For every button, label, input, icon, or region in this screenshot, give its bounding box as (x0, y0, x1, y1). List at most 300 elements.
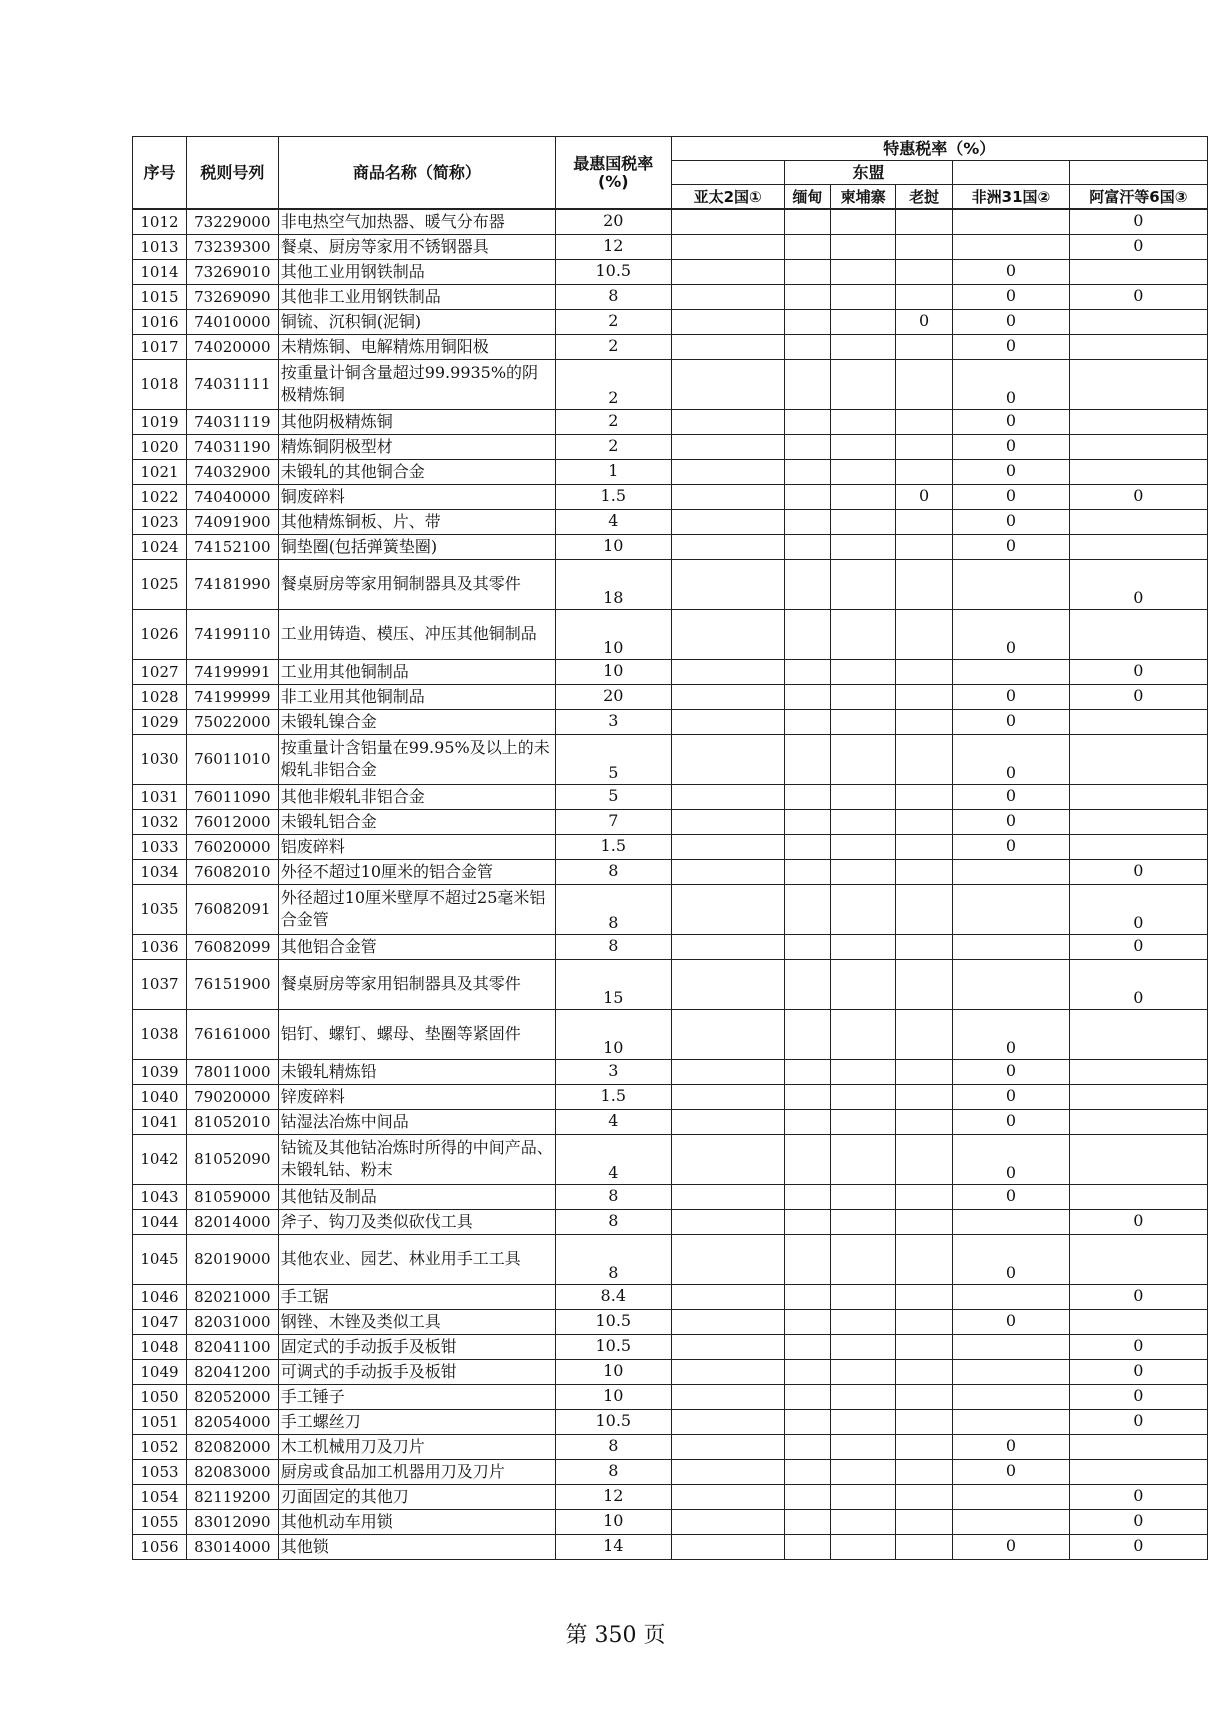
cell-code: 74031190 (186, 434, 278, 459)
cell-myanmar-rate (784, 784, 830, 809)
cell-myanmar-rate (784, 259, 830, 284)
cell-apta-rate (671, 559, 784, 609)
cell-laos-rate (895, 1459, 952, 1484)
cell-mfn-rate: 4 (556, 1109, 671, 1134)
cell-afghanistan-rate: 0 (1069, 1409, 1207, 1434)
cell-africa-rate (953, 1509, 1070, 1534)
cell-afghanistan-rate: 0 (1069, 484, 1207, 509)
cell-code: 82119200 (186, 1484, 278, 1509)
cell-cambodia-rate (831, 1484, 896, 1509)
cell-laos-rate (895, 734, 952, 784)
cell-name: 铜锍、沉积铜(泥铜) (278, 309, 555, 334)
cell-myanmar-rate (784, 1459, 830, 1484)
cell-apta-rate (671, 209, 784, 234)
cell-seq: 1032 (133, 809, 187, 834)
cell-code: 74199999 (186, 684, 278, 709)
cell-name: 刃面固定的其他刀 (278, 1484, 555, 1509)
cell-mfn-rate: 8 (556, 884, 671, 934)
header-code: 税则号列 (186, 137, 278, 210)
cell-laos-rate (895, 1059, 952, 1084)
cell-africa-rate: 0 (953, 734, 1070, 784)
cell-code: 74032900 (186, 459, 278, 484)
cell-seq: 1020 (133, 434, 187, 459)
cell-apta-rate (671, 534, 784, 559)
cell-apta-rate (671, 1409, 784, 1434)
cell-cambodia-rate (831, 1434, 896, 1459)
table-row (133, 1184, 1208, 1209)
cell-myanmar-rate (784, 309, 830, 334)
cell-africa-rate (953, 959, 1070, 1009)
table-row (133, 1409, 1208, 1434)
cell-africa-rate: 0 (953, 259, 1070, 284)
cell-code: 74031111 (186, 359, 278, 409)
table-row (133, 659, 1208, 684)
cell-code: 76151900 (186, 959, 278, 1009)
cell-afghanistan-rate: 0 (1069, 1484, 1207, 1509)
cell-seq: 1031 (133, 784, 187, 809)
cell-africa-rate: 0 (953, 1134, 1070, 1184)
cell-mfn-rate: 8 (556, 1434, 671, 1459)
cell-code: 76011010 (186, 734, 278, 784)
cell-myanmar-rate (784, 859, 830, 884)
cell-laos-rate (895, 534, 952, 559)
cell-name: 非工业用其他铜制品 (278, 684, 555, 709)
cell-mfn-rate: 10 (556, 1359, 671, 1384)
cell-africa-rate: 0 (953, 784, 1070, 809)
cell-laos-rate (895, 284, 952, 309)
cell-africa-rate (953, 559, 1070, 609)
cell-afghanistan-rate: 0 (1069, 859, 1207, 884)
cell-cambodia-rate (831, 234, 896, 259)
cell-name: 餐桌厨房等家用铝制器具及其零件 (278, 959, 555, 1009)
table-row (133, 359, 1208, 409)
header-apta: 亚太2国① (671, 185, 784, 210)
cell-afghanistan-rate (1069, 534, 1207, 559)
cell-cambodia-rate (831, 1534, 896, 1559)
table-row (133, 1109, 1208, 1134)
cell-code: 76082099 (186, 934, 278, 959)
cell-name: 外径不超过10厘米的铝合金管 (278, 859, 555, 884)
cell-cambodia-rate (831, 884, 896, 934)
table-row (133, 609, 1208, 659)
cell-afghanistan-rate: 0 (1069, 1359, 1207, 1384)
cell-code: 82054000 (186, 1409, 278, 1434)
cell-laos-rate (895, 1334, 952, 1359)
cell-code: 73239300 (186, 234, 278, 259)
cell-apta-rate (671, 734, 784, 784)
cell-africa-rate (953, 1409, 1070, 1434)
cell-code: 82083000 (186, 1459, 278, 1484)
cell-laos-rate (895, 1284, 952, 1309)
cell-code: 82082000 (186, 1434, 278, 1459)
cell-apta-rate (671, 1134, 784, 1184)
cell-mfn-rate: 5 (556, 784, 671, 809)
cell-myanmar-rate (784, 1084, 830, 1109)
cell-cambodia-rate (831, 559, 896, 609)
cell-mfn-rate: 10 (556, 659, 671, 684)
cell-africa-rate: 0 (953, 1459, 1070, 1484)
cell-mfn-rate: 8 (556, 1459, 671, 1484)
header-myanmar: 缅甸 (784, 185, 830, 210)
cell-apta-rate (671, 484, 784, 509)
cell-myanmar-rate (784, 809, 830, 834)
cell-apta-rate (671, 934, 784, 959)
cell-africa-rate (953, 934, 1070, 959)
cell-mfn-rate: 2 (556, 309, 671, 334)
header-apta-blank (671, 161, 784, 185)
cell-myanmar-rate (784, 284, 830, 309)
cell-code: 82041100 (186, 1334, 278, 1359)
cell-cambodia-rate (831, 1234, 896, 1284)
cell-code: 74181990 (186, 559, 278, 609)
cell-apta-rate (671, 1109, 784, 1134)
cell-laos-rate (895, 559, 952, 609)
cell-africa-rate: 0 (953, 1234, 1070, 1284)
table-row (133, 709, 1208, 734)
cell-name: 钴湿法冶炼中间品 (278, 1109, 555, 1134)
cell-africa-rate: 0 (953, 509, 1070, 534)
cell-name: 其他精炼铜板、片、带 (278, 509, 555, 534)
cell-laos-rate (895, 434, 952, 459)
cell-apta-rate (671, 659, 784, 684)
cell-seq: 1015 (133, 284, 187, 309)
cell-name: 按重量计铜含量超过99.9935%的阴极精炼铜 (278, 359, 555, 409)
cell-afghanistan-rate (1069, 609, 1207, 659)
cell-seq: 1046 (133, 1284, 187, 1309)
cell-cambodia-rate (831, 534, 896, 559)
cell-africa-rate: 0 (953, 1434, 1070, 1459)
cell-laos-rate (895, 1384, 952, 1409)
table-row (133, 684, 1208, 709)
cell-code: 81052010 (186, 1109, 278, 1134)
cell-myanmar-rate (784, 1209, 830, 1234)
cell-seq: 1040 (133, 1084, 187, 1109)
cell-myanmar-rate (784, 1509, 830, 1534)
cell-myanmar-rate (784, 484, 830, 509)
cell-myanmar-rate (784, 1534, 830, 1559)
cell-apta-rate (671, 1209, 784, 1234)
cell-apta-rate (671, 684, 784, 709)
cell-seq: 1035 (133, 884, 187, 934)
cell-seq: 1021 (133, 459, 187, 484)
header-africa: 非洲31国② (953, 185, 1070, 210)
cell-code: 74152100 (186, 534, 278, 559)
cell-mfn-rate: 4 (556, 509, 671, 534)
cell-cambodia-rate (831, 1409, 896, 1434)
cell-myanmar-rate (784, 209, 830, 234)
cell-mfn-rate: 8 (556, 1234, 671, 1284)
cell-mfn-rate: 1.5 (556, 1084, 671, 1109)
cell-africa-rate: 0 (953, 459, 1070, 484)
cell-apta-rate (671, 959, 784, 1009)
table-row (133, 959, 1208, 1009)
cell-afghanistan-rate (1069, 434, 1207, 459)
cell-name: 铜垫圈(包括弹簧垫圈) (278, 534, 555, 559)
cell-name: 餐桌、厨房等家用不锈钢器具 (278, 234, 555, 259)
cell-afghanistan-rate: 0 (1069, 234, 1207, 259)
cell-laos-rate (895, 659, 952, 684)
cell-cambodia-rate (831, 809, 896, 834)
cell-cambodia-rate (831, 609, 896, 659)
table-row (133, 1384, 1208, 1409)
cell-apta-rate (671, 1184, 784, 1209)
cell-mfn-rate: 20 (556, 209, 671, 234)
cell-seq: 1034 (133, 859, 187, 884)
cell-seq: 1050 (133, 1384, 187, 1409)
cell-africa-rate: 0 (953, 1059, 1070, 1084)
cell-laos-rate (895, 1534, 952, 1559)
table-row (133, 434, 1208, 459)
cell-myanmar-rate (784, 934, 830, 959)
cell-name: 可调式的手动扳手及板钳 (278, 1359, 555, 1384)
cell-apta-rate (671, 1009, 784, 1059)
cell-cambodia-rate (831, 1309, 896, 1334)
cell-code: 81052090 (186, 1134, 278, 1184)
cell-africa-rate: 0 (953, 1184, 1070, 1209)
cell-afghanistan-rate (1069, 359, 1207, 409)
table-row (133, 1084, 1208, 1109)
cell-name: 非电热空气加热器、暖气分布器 (278, 209, 555, 234)
cell-laos-rate (895, 859, 952, 884)
header-seq: 序号 (133, 137, 187, 210)
cell-laos-rate: 0 (895, 309, 952, 334)
cell-seq: 1026 (133, 609, 187, 659)
cell-laos-rate (895, 884, 952, 934)
table-row (133, 509, 1208, 534)
cell-mfn-rate: 10 (556, 534, 671, 559)
cell-mfn-rate: 10 (556, 1509, 671, 1534)
cell-myanmar-rate (784, 1409, 830, 1434)
cell-laos-rate (895, 259, 952, 284)
table-row (133, 234, 1208, 259)
cell-mfn-rate: 8 (556, 859, 671, 884)
cell-apta-rate (671, 1509, 784, 1534)
table-row (133, 1359, 1208, 1384)
cell-africa-rate: 0 (953, 1534, 1070, 1559)
cell-name: 其他机动车用锁 (278, 1509, 555, 1534)
cell-name: 按重量计含铝量在99.95%及以上的未煅轧非铝合金 (278, 734, 555, 784)
cell-code: 75022000 (186, 709, 278, 734)
cell-name: 未精炼铜、电解精炼用铜阳极 (278, 334, 555, 359)
cell-seq: 1033 (133, 834, 187, 859)
cell-cambodia-rate (831, 1509, 896, 1534)
table-row (133, 934, 1208, 959)
cell-seq: 1014 (133, 259, 187, 284)
cell-laos-rate (895, 234, 952, 259)
cell-myanmar-rate (784, 534, 830, 559)
cell-name: 未锻轧铝合金 (278, 809, 555, 834)
cell-name: 其他农业、园艺、林业用手工工具 (278, 1234, 555, 1284)
cell-myanmar-rate (784, 1359, 830, 1384)
cell-myanmar-rate (784, 234, 830, 259)
cell-cambodia-rate (831, 209, 896, 234)
cell-name: 斧子、钩刀及类似砍伐工具 (278, 1209, 555, 1234)
cell-mfn-rate: 10 (556, 1009, 671, 1059)
cell-africa-rate (953, 1484, 1070, 1509)
cell-name: 其他阴极精炼铜 (278, 409, 555, 434)
cell-afghanistan-rate (1069, 1059, 1207, 1084)
cell-cambodia-rate (831, 1209, 896, 1234)
cell-laos-rate (895, 959, 952, 1009)
cell-code: 76161000 (186, 1009, 278, 1059)
cell-myanmar-rate (784, 1334, 830, 1359)
cell-myanmar-rate (784, 1234, 830, 1284)
cell-apta-rate (671, 609, 784, 659)
table-row (133, 1284, 1208, 1309)
cell-seq: 1037 (133, 959, 187, 1009)
cell-laos-rate (895, 709, 952, 734)
cell-laos-rate (895, 1134, 952, 1184)
cell-apta-rate (671, 1234, 784, 1284)
cell-cambodia-rate (831, 334, 896, 359)
cell-mfn-rate: 8 (556, 1209, 671, 1234)
cell-africa-rate: 0 (953, 809, 1070, 834)
cell-cambodia-rate (831, 1109, 896, 1134)
cell-code: 76012000 (186, 809, 278, 834)
cell-africa-rate (953, 1209, 1070, 1234)
cell-mfn-rate: 2 (556, 334, 671, 359)
cell-afghanistan-rate: 0 (1069, 884, 1207, 934)
cell-africa-rate: 0 (953, 834, 1070, 859)
cell-seq: 1017 (133, 334, 187, 359)
cell-myanmar-rate (784, 1184, 830, 1209)
cell-name: 铜废碎料 (278, 484, 555, 509)
table-row (133, 309, 1208, 334)
cell-seq: 1019 (133, 409, 187, 434)
header-asean: 东盟 (784, 161, 952, 185)
cell-afghanistan-rate: 0 (1069, 1534, 1207, 1559)
cell-cambodia-rate (831, 459, 896, 484)
cell-africa-rate: 0 (953, 534, 1070, 559)
cell-africa-rate: 0 (953, 309, 1070, 334)
cell-name: 手工锤子 (278, 1384, 555, 1409)
cell-africa-rate: 0 (953, 359, 1070, 409)
cell-name: 未锻轧镍合金 (278, 709, 555, 734)
cell-code: 74010000 (186, 309, 278, 334)
cell-seq: 1027 (133, 659, 187, 684)
cell-code: 83012090 (186, 1509, 278, 1534)
cell-code: 74020000 (186, 334, 278, 359)
cell-myanmar-rate (784, 334, 830, 359)
header-cambodia: 柬埔寨 (831, 185, 896, 210)
cell-laos-rate (895, 1434, 952, 1459)
header-afg-blank (1069, 161, 1207, 185)
cell-myanmar-rate (784, 359, 830, 409)
cell-laos-rate (895, 409, 952, 434)
cell-africa-rate: 0 (953, 1009, 1070, 1059)
cell-myanmar-rate (784, 1059, 830, 1084)
table-row (133, 484, 1208, 509)
cell-afghanistan-rate: 0 (1069, 1334, 1207, 1359)
cell-code: 73229000 (186, 209, 278, 234)
cell-name: 其他非工业用钢铁制品 (278, 284, 555, 309)
cell-seq: 1043 (133, 1184, 187, 1209)
cell-seq: 1016 (133, 309, 187, 334)
cell-laos-rate (895, 809, 952, 834)
cell-mfn-rate: 1.5 (556, 834, 671, 859)
table-row (133, 559, 1208, 609)
cell-seq: 1036 (133, 934, 187, 959)
cell-laos-rate (895, 1509, 952, 1534)
table-row (133, 784, 1208, 809)
cell-myanmar-rate (784, 1109, 830, 1134)
cell-apta-rate (671, 509, 784, 534)
cell-mfn-rate: 5 (556, 734, 671, 784)
cell-africa-rate: 0 (953, 484, 1070, 509)
cell-code: 82014000 (186, 1209, 278, 1234)
cell-apta-rate (671, 334, 784, 359)
cell-africa-rate: 0 (953, 434, 1070, 459)
cell-name: 工业用铸造、模压、冲压其他铜制品 (278, 609, 555, 659)
cell-seq: 1018 (133, 359, 187, 409)
cell-mfn-rate: 8 (556, 934, 671, 959)
cell-africa-rate (953, 1359, 1070, 1384)
cell-cambodia-rate (831, 284, 896, 309)
cell-laos-rate (895, 1359, 952, 1384)
cell-myanmar-rate (784, 434, 830, 459)
cell-name: 工业用其他铜制品 (278, 659, 555, 684)
cell-apta-rate (671, 1309, 784, 1334)
cell-mfn-rate: 3 (556, 709, 671, 734)
cell-code: 82031000 (186, 1309, 278, 1334)
cell-afghanistan-rate (1069, 809, 1207, 834)
cell-afghanistan-rate: 0 (1069, 959, 1207, 1009)
cell-seq: 1012 (133, 209, 187, 234)
cell-cambodia-rate (831, 259, 896, 284)
cell-mfn-rate: 8 (556, 284, 671, 309)
table-row (133, 1134, 1208, 1184)
cell-africa-rate (953, 859, 1070, 884)
cell-code: 82041200 (186, 1359, 278, 1384)
cell-afghanistan-rate (1069, 1309, 1207, 1334)
cell-seq: 1028 (133, 684, 187, 709)
cell-seq: 1048 (133, 1334, 187, 1359)
cell-laos-rate (895, 684, 952, 709)
cell-myanmar-rate (784, 709, 830, 734)
cell-apta-rate (671, 1534, 784, 1559)
cell-laos-rate: 0 (895, 484, 952, 509)
table-row (133, 259, 1208, 284)
cell-afghanistan-rate (1069, 509, 1207, 534)
cell-seq: 1024 (133, 534, 187, 559)
cell-afghanistan-rate (1069, 1109, 1207, 1134)
table-row (133, 734, 1208, 784)
cell-laos-rate (895, 1409, 952, 1434)
cell-myanmar-rate (784, 459, 830, 484)
cell-name: 木工机械用刀及刀片 (278, 1434, 555, 1459)
cell-code: 82052000 (186, 1384, 278, 1409)
cell-seq: 1044 (133, 1209, 187, 1234)
cell-apta-rate (671, 434, 784, 459)
cell-afghanistan-rate (1069, 1134, 1207, 1184)
cell-code: 76020000 (186, 834, 278, 859)
cell-name: 其他非煅轧非铝合金 (278, 784, 555, 809)
table-row (133, 1459, 1208, 1484)
cell-cambodia-rate (831, 1084, 896, 1109)
cell-apta-rate (671, 234, 784, 259)
cell-cambodia-rate (831, 959, 896, 1009)
cell-mfn-rate: 14 (556, 1534, 671, 1559)
cell-africa-rate: 0 (953, 609, 1070, 659)
cell-code: 74199110 (186, 609, 278, 659)
table-row (133, 284, 1208, 309)
cell-laos-rate (895, 359, 952, 409)
tariff-table (132, 136, 1208, 1560)
cell-afghanistan-rate (1069, 334, 1207, 359)
cell-laos-rate (895, 459, 952, 484)
cell-name: 手工螺丝刀 (278, 1409, 555, 1434)
cell-cambodia-rate (831, 709, 896, 734)
